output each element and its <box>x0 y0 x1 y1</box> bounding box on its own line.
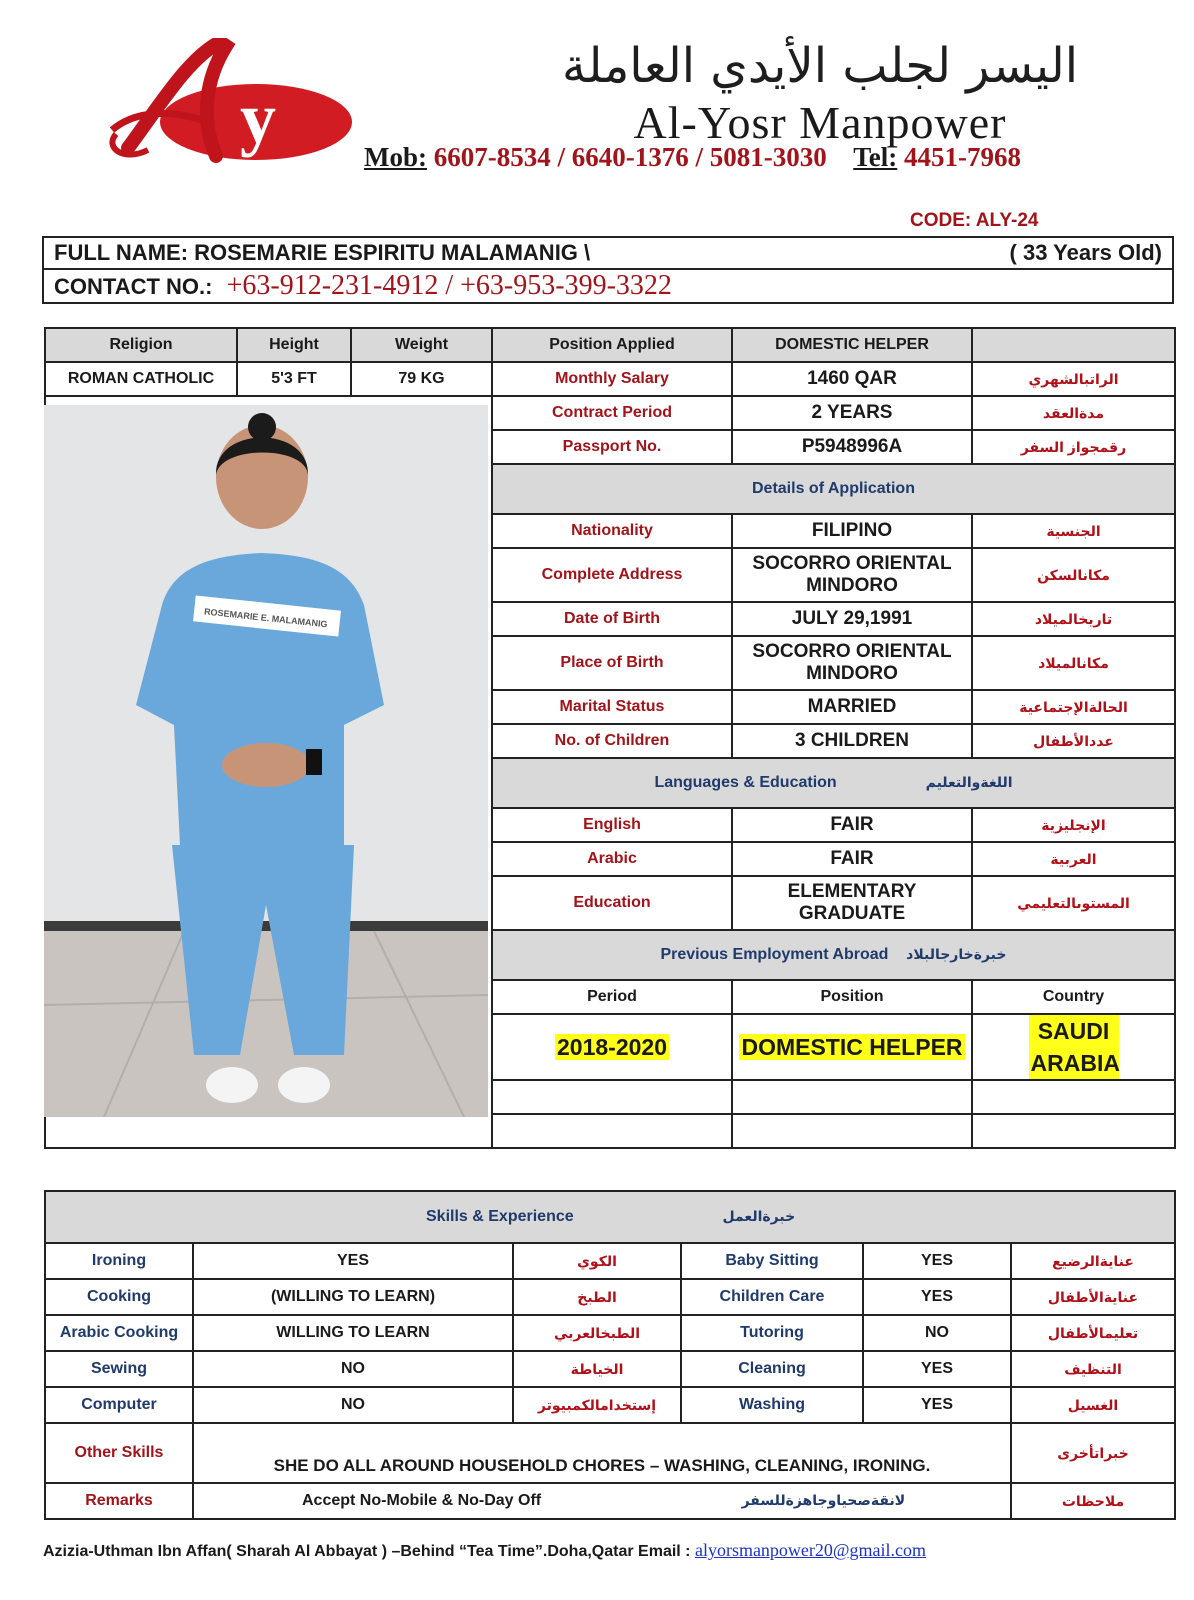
period-cell <box>492 1014 732 1080</box>
skill-value: YES <box>863 1279 1011 1315</box>
arabic-label: Arabic <box>492 842 732 876</box>
education-ar: المستوىالتعليمي <box>972 876 1175 930</box>
phone-line <box>364 142 1021 173</box>
skill-value: (WILLING TO LEARN) <box>193 1279 513 1315</box>
contract-value: 2 YEARS <box>732 396 972 430</box>
application-section-title: Details of Application <box>492 464 1175 514</box>
age: ( 33 Years Old) <box>1009 240 1162 265</box>
skill-ar: تعليمالأطفال <box>1011 1315 1175 1351</box>
empty-cell <box>492 1114 732 1148</box>
dob-ar: تاريخالميلاد <box>972 602 1175 636</box>
remarks-value: Accept No-Mobile & No-Day Off <box>302 1492 542 1509</box>
skill-row <box>45 1351 1175 1387</box>
dob-label: Date of Birth <box>492 602 732 636</box>
tel-number: 4451-7968 <box>904 142 1022 172</box>
skill-value: NO <box>863 1315 1011 1351</box>
marital-value: MARRIED <box>732 690 972 724</box>
skill-row <box>45 1279 1175 1315</box>
employment-section-title <box>492 930 1175 980</box>
height-value: 5'3 FT <box>237 362 351 396</box>
country-header: Country <box>972 980 1175 1014</box>
english-ar: الإنجليزية <box>972 808 1175 842</box>
empty-cell <box>492 1080 732 1114</box>
languages-title-ar: اللغةوالتعليم <box>925 774 1013 790</box>
english-value: FAIR <box>732 808 972 842</box>
skill-value: NO <box>193 1387 513 1423</box>
svg-text:y: y <box>240 78 276 158</box>
contact-row <box>43 269 1173 303</box>
period-value: 2018-2020 <box>557 1033 667 1060</box>
other-skills-label: Other Skills <box>45 1423 193 1483</box>
skill-label: Ironing <box>45 1243 193 1279</box>
passport-label: Passport No. <box>492 430 732 464</box>
employment-title: Previous Employment Abroad <box>660 946 889 963</box>
pob-ar: مكانالميلاد <box>972 636 1175 690</box>
pob-value: SOCORRO ORIENTAL MINDORO <box>732 636 972 690</box>
skills-table <box>44 1190 1176 1520</box>
company-logo <box>108 38 368 168</box>
arabic-value: FAIR <box>732 842 972 876</box>
position-blank <box>972 328 1175 362</box>
skill-value: YES <box>863 1243 1011 1279</box>
english-label: English <box>492 808 732 842</box>
marital-label: Marital Status <box>492 690 732 724</box>
marital-ar: الحالةالإجتماعية <box>972 690 1175 724</box>
skill-ar: الخياطة <box>513 1351 681 1387</box>
education-label: Education <box>492 876 732 930</box>
skill-label: Cleaning <box>681 1351 863 1387</box>
name-box <box>42 236 1174 304</box>
country-value: SAUDI ARABIA <box>1029 1015 1119 1079</box>
other-skills-ar: خبراتأخرى <box>1011 1423 1175 1483</box>
skill-label: Cooking <box>45 1279 193 1315</box>
full-name: FULL NAME: ROSEMARIE ESPIRITU MALAMANIG \ <box>54 240 591 265</box>
skills-title-ar: خبرةالعمل <box>722 1208 796 1224</box>
skill-label: Washing <box>681 1387 863 1423</box>
arabic-company-name: اليسر لجلب الأيدي العاملة <box>561 38 1079 94</box>
religion-header: Religion <box>45 328 237 362</box>
skill-value: YES <box>863 1387 1011 1423</box>
remarks-cell <box>193 1483 1011 1519</box>
skill-label: Arabic Cooking <box>45 1315 193 1351</box>
empty-cell <box>972 1114 1175 1148</box>
nationality-ar: الجنسية <box>972 514 1175 548</box>
skill-value: NO <box>193 1351 513 1387</box>
emp-position-cell <box>732 1014 972 1080</box>
skill-ar: عنايةالأطفال <box>1011 1279 1175 1315</box>
skill-ar: الغسيل <box>1011 1387 1175 1423</box>
pob-label: Place of Birth <box>492 636 732 690</box>
skill-ar: إستخدامالكمبيوتر <box>513 1387 681 1423</box>
height-header: Height <box>237 328 351 362</box>
mob-numbers: 6607-8534 / 6640-1376 / 5081-3030 <box>433 142 827 172</box>
dob-value: JULY 29,1991 <box>732 602 972 636</box>
nationality-value: FILIPINO <box>732 514 972 548</box>
tel-label: Tel: <box>853 142 898 172</box>
position-header: Position <box>732 980 972 1014</box>
skill-ar: الكوي <box>513 1243 681 1279</box>
remarks-label: Remarks <box>45 1483 193 1519</box>
salary-value: 1460 QAR <box>732 362 972 396</box>
education-value: ELEMENTARY GRADUATE <box>732 876 972 930</box>
country-cell <box>972 1014 1175 1080</box>
skill-value: WILLING TO LEARN <box>193 1315 513 1351</box>
footer-address: Azizia-Uthman Ibn Affan( Sharah Al Abbayat ) –Behind “Tea Time”.Doha,Qatar Email : <box>43 1543 691 1560</box>
photo-name-badge: ROSEMARIE E. MALAMANIG <box>203 606 328 630</box>
passport-ar: رقمجواز السفر <box>972 430 1175 464</box>
skill-ar: الطبخ <box>513 1279 681 1315</box>
skills-section-title <box>45 1191 1175 1243</box>
skill-label: Baby Sitting <box>681 1243 863 1279</box>
email-link[interactable]: alyorsmanpower20@gmail.com <box>694 1540 926 1560</box>
languages-title: Languages & Education <box>654 774 837 791</box>
empty-cell <box>732 1080 972 1114</box>
languages-section-title <box>492 758 1175 808</box>
remarks-value-ar: لانقةصحياوجاهزةللسفر <box>741 1492 906 1508</box>
contract-ar: مدةالعقد <box>972 396 1175 430</box>
skill-ar: عنايةالرضيع <box>1011 1243 1175 1279</box>
arabic-ar: العربية <box>972 842 1175 876</box>
applicant-photo <box>44 405 488 1117</box>
empty-cell <box>732 1114 972 1148</box>
skill-ar: التنظيف <box>1011 1351 1175 1387</box>
company-name: Al-Yosr Manpower <box>633 97 1007 148</box>
emp-position-value: DOMESTIC HELPER <box>741 1033 963 1060</box>
skills-title: Skills & Experience <box>426 1208 574 1225</box>
contact-label: CONTACT NO.: <box>54 274 213 299</box>
passport-value: P5948996A <box>732 430 972 464</box>
remarks-ar: ملاحظات <box>1011 1483 1175 1519</box>
skill-row <box>45 1243 1175 1279</box>
position-label: Position Applied <box>492 328 732 362</box>
photo-cell <box>45 396 492 1148</box>
empty-cell <box>972 1080 1175 1114</box>
skill-value: YES <box>193 1243 513 1279</box>
contract-label: Contract Period <box>492 396 732 430</box>
skill-label: Computer <box>45 1387 193 1423</box>
children-label: No. of Children <box>492 724 732 758</box>
footer <box>43 1540 926 1561</box>
contact-numbers: +63-912-231-4912 / +63-953-399-3322 <box>226 270 672 301</box>
details-table <box>44 327 1176 1149</box>
skill-value: YES <box>863 1351 1011 1387</box>
applicant-code: CODE: ALY-24 <box>910 210 1039 231</box>
children-value: 3 CHILDREN <box>732 724 972 758</box>
mob-label: Mob: <box>364 142 427 172</box>
salary-label: Monthly Salary <box>492 362 732 396</box>
full-name-row <box>43 237 1173 269</box>
salary-ar: الراتبالشهري <box>972 362 1175 396</box>
religion-value: ROMAN CATHOLIC <box>45 362 237 396</box>
position-value: DOMESTIC HELPER <box>732 328 972 362</box>
skill-row <box>45 1387 1175 1423</box>
children-ar: عددالأطفال <box>972 724 1175 758</box>
skill-row <box>45 1315 1175 1351</box>
nationality-label: Nationality <box>492 514 732 548</box>
address-label: Complete Address <box>492 548 732 602</box>
other-skills-value: SHE DO ALL AROUND HOUSEHOLD CHORES – WASHING, CLEANING, IRONING. <box>193 1423 1011 1483</box>
skill-label: Tutoring <box>681 1315 863 1351</box>
address-value: SOCORRO ORIENTAL MINDORO <box>732 548 972 602</box>
skill-ar: الطبخالعربي <box>513 1315 681 1351</box>
address-ar: مكانالسكن <box>972 548 1175 602</box>
skill-label: Sewing <box>45 1351 193 1387</box>
period-header: Period <box>492 980 732 1014</box>
employment-title-ar: خبرةخارجالبلاد <box>906 946 1007 962</box>
weight-value: 79 KG <box>351 362 492 396</box>
skill-label: Children Care <box>681 1279 863 1315</box>
weight-header: Weight <box>351 328 492 362</box>
